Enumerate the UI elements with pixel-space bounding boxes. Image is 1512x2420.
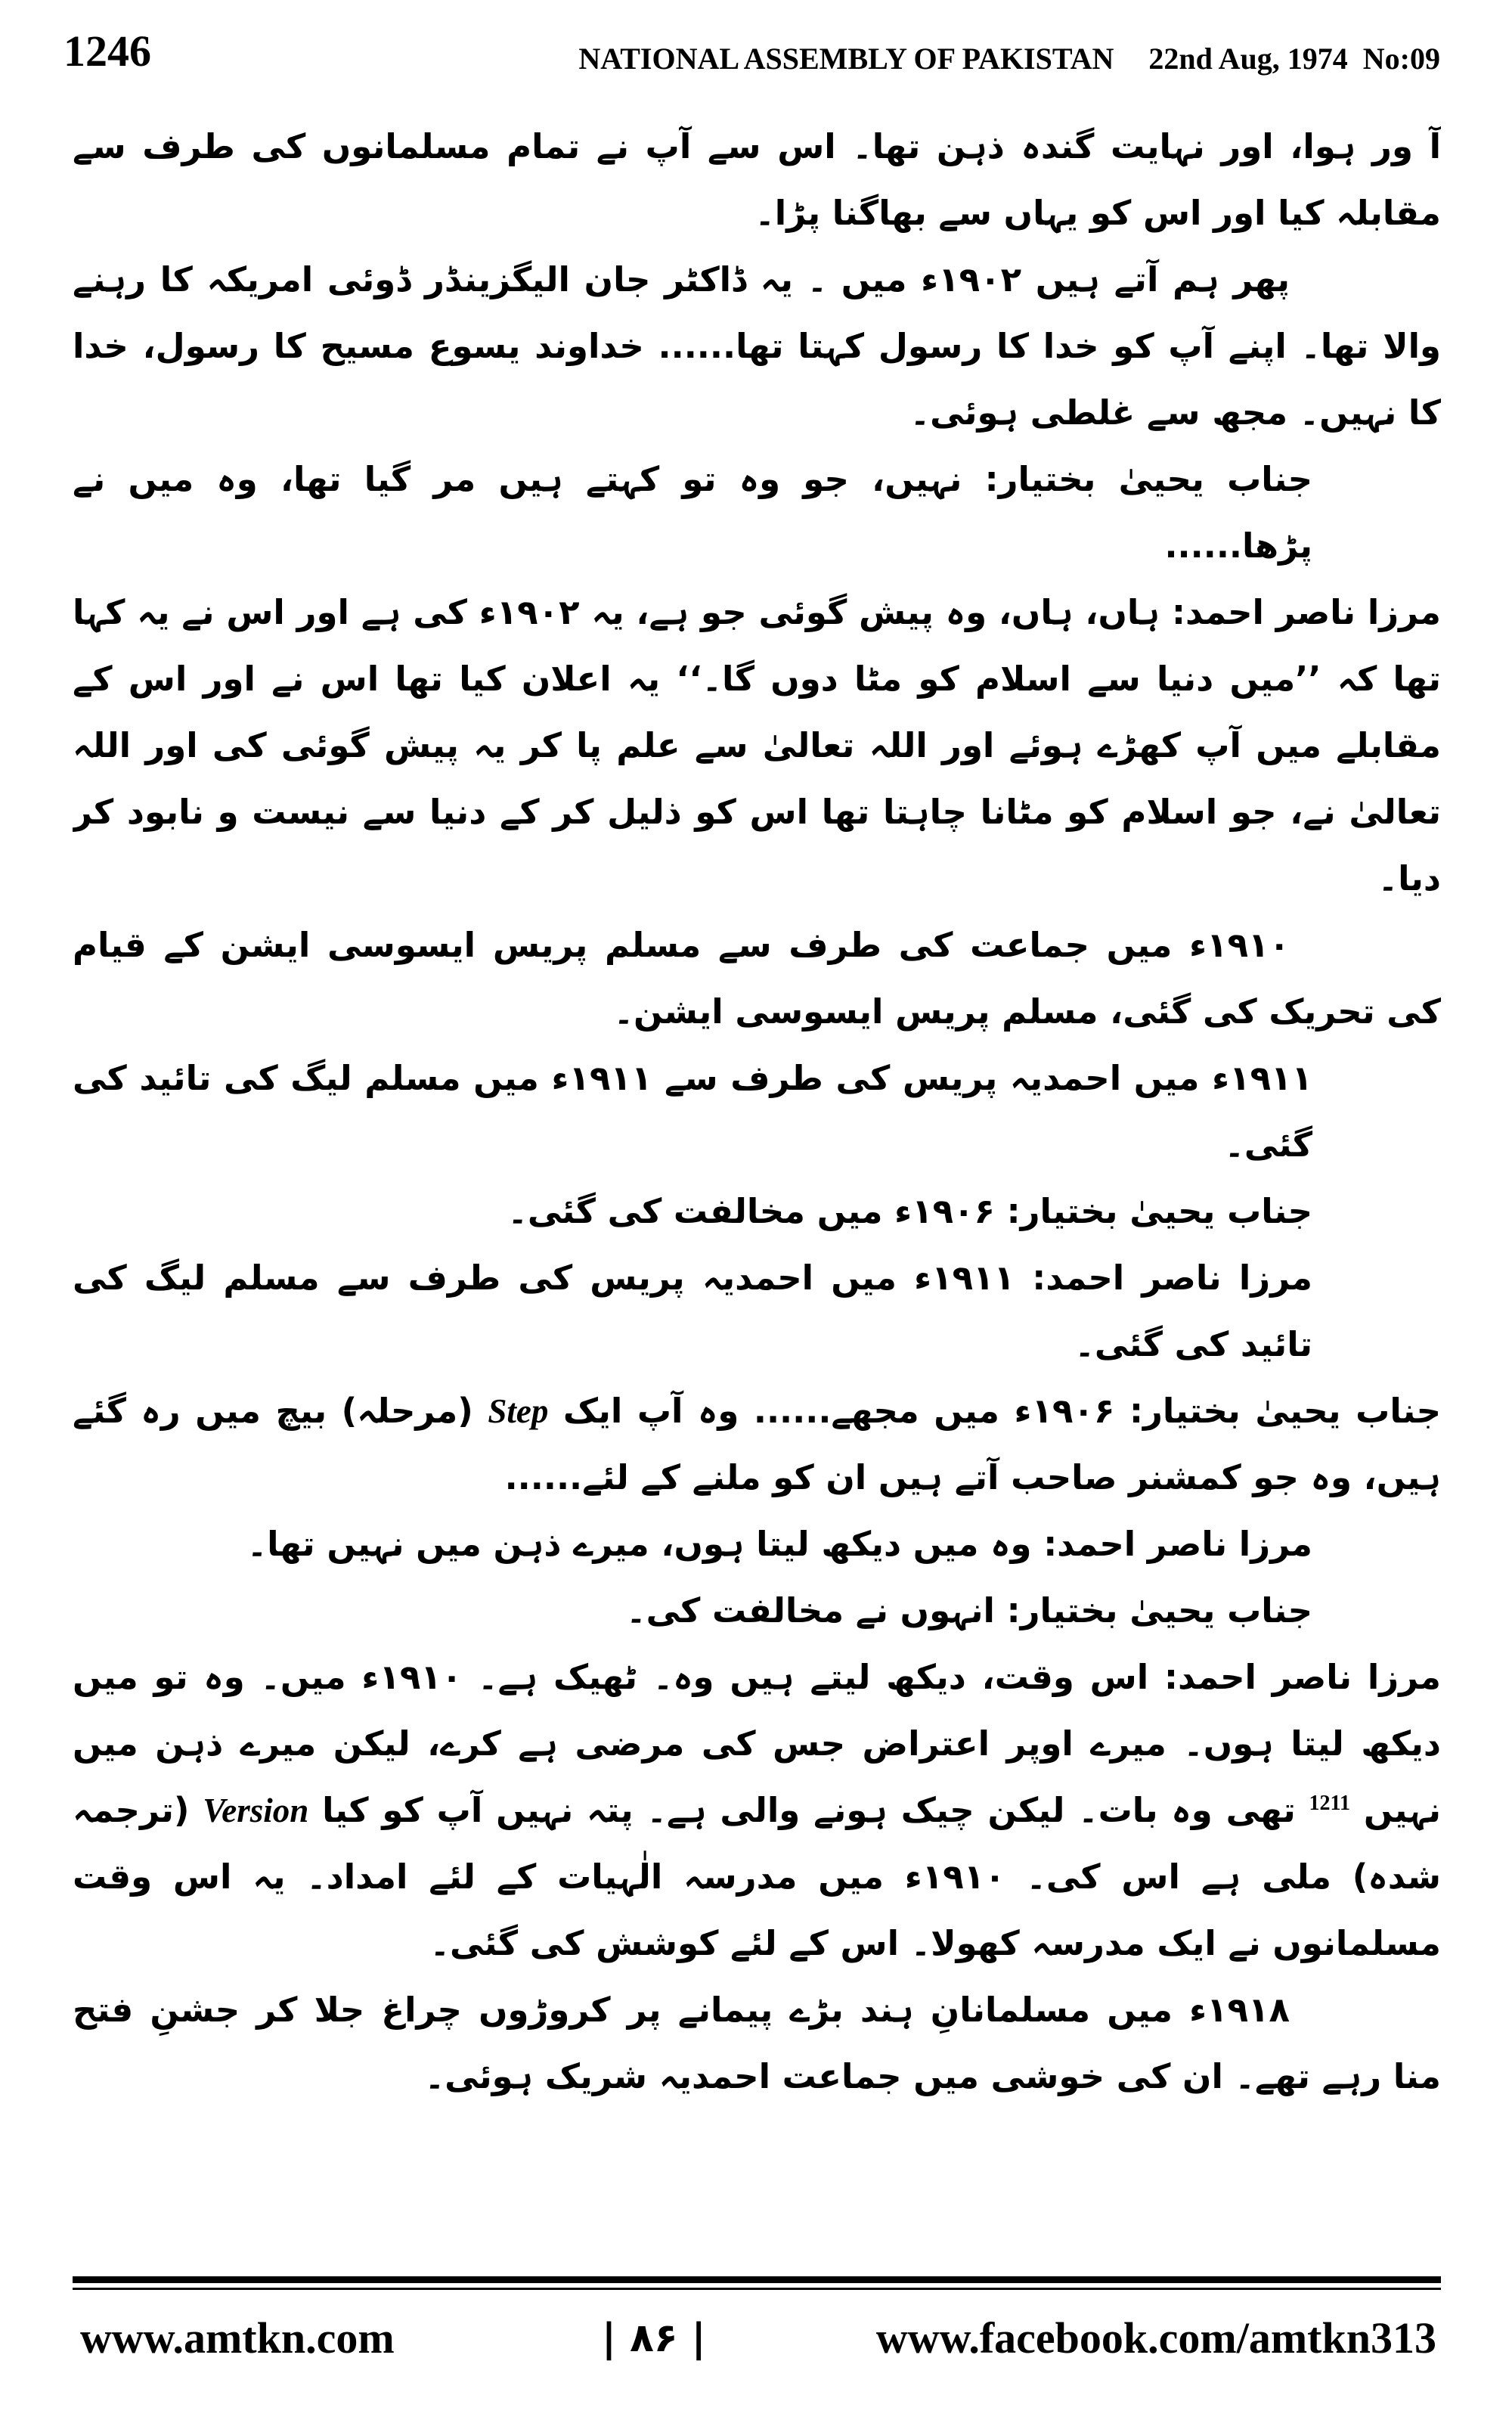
english-term: Version bbox=[203, 1792, 309, 1829]
dialog-text: ۱۹۰۶ء میں مجھے...... وہ آپ ایک bbox=[562, 1391, 1115, 1431]
speaker-name: مرزا ناصر احمد: bbox=[1163, 1657, 1441, 1697]
publication-title: NATIONAL ASSEMBLY OF PAKISTAN bbox=[578, 42, 1114, 76]
speaker-name: جناب یحییٰ بختیار: bbox=[1129, 1391, 1441, 1431]
paragraph-text: ۱۹۱۱ء میں احمدیہ پریس کی طرف سے ۱۹۱۱ء میں مسلم لیگ کی تائید کی گئی۔ bbox=[73, 1058, 1312, 1165]
paragraph bbox=[73, 1045, 1441, 1178]
dialog-text: تھی وہ بات۔ لیکن چیک ہونے والی ہے۔ پتہ نہیں آپ کو کیا bbox=[322, 1790, 1296, 1830]
footer-page-number: | ۸۶ | bbox=[602, 2316, 706, 2361]
speaker-name: مرزا ناصر احمد: bbox=[1032, 1258, 1313, 1298]
session-date: 22nd Aug, 1974 bbox=[1148, 42, 1348, 76]
dialog-line bbox=[73, 1378, 1441, 1511]
paragraph bbox=[73, 247, 1441, 446]
dialog-line bbox=[73, 446, 1441, 579]
footer-divider-thin bbox=[73, 2288, 1441, 2290]
paragraph bbox=[73, 912, 1441, 1045]
dialog-text: ہاں، ہاں، وہ پیش گوئی جو ہے، یہ ۱۹۰۲ء کی ہے اور اس نے یہ کہا تھا کہ ’’میں دنیا سے اسلام کو مٹا دوں گا۔‘‘ یہ اعلان کیا تھا اس نے اور اس کے مقابلے میں آپ کھڑے ہوئے اور اللہ تعالیٰ سے علم پا کر یہ پیش گوئی کی اور اللہ تعالیٰ نے، جو اسلام کو مٹانا چاہتا تھا اس کو ذلیل کر کے دنیا سے نیست و نابود کر دیا۔ bbox=[73, 592, 1441, 898]
speaker-name: جناب یحییٰ بختیار: bbox=[984, 459, 1313, 499]
dialog-line bbox=[73, 1578, 1441, 1644]
dialog-line bbox=[73, 1644, 1441, 1977]
running-head bbox=[578, 41, 1440, 77]
speaker-name: جناب یحییٰ بختیار: bbox=[1006, 1191, 1312, 1231]
dialog-line bbox=[73, 579, 1441, 912]
paragraph bbox=[73, 1977, 1441, 2110]
footnote-marker: 1211 bbox=[1309, 1792, 1351, 1815]
dialog-line bbox=[73, 1511, 1441, 1578]
paragraph-text: آ ور ہوا، اور نہایت گندہ ذہن تھا۔ اس سے آپ نے تمام مسلمانوں کی طرف سے مقابلہ کیا اور اس کو یہاں سے بھاگنا پڑا۔ bbox=[73, 126, 1441, 233]
dialog-text: (مرحلہ) بیچ میں رہ گئے ہیں، وہ جو کمشنر صاحب آتے ہیں ان کو ملنے کے لئے...... bbox=[73, 1391, 1441, 1497]
facebook-link[interactable]: www.facebook.com/amtkn313 bbox=[875, 2313, 1436, 2363]
dialog-line bbox=[73, 1245, 1441, 1378]
dialog-text: انہوں نے مخالفت کی۔ bbox=[626, 1590, 995, 1630]
dialog-text: اس وقت، دیکھ لیتے ہیں وہ۔ ٹھیک ہے۔ ۱۹۱۰ء میں۔ وہ تو میں دیکھ لیتا ہوں۔ میرے اوپر اعتراض جس کی مرضی ہے کرے، لیکن میرے ذہن میں نہیں bbox=[73, 1657, 1441, 1830]
website-link[interactable]: www.amtkn.com bbox=[80, 2313, 395, 2363]
dialog-text: ۱۹۱۱ء میں احمدیہ پریس کی طرف سے مسلم لیگ کی تائید کی گئی۔ bbox=[73, 1258, 1312, 1364]
dialog-text: وہ میں دیکھ لیتا ہوں، میرے ذہن میں نہیں تھا۔ bbox=[246, 1524, 1032, 1564]
issue-number: No:09 bbox=[1362, 42, 1440, 76]
paragraph-text: پھر ہم آتے ہیں ۱۹۰۲ء میں ۔ یہ ڈاکٹر جان الیگزینڈر ڈوئی امریکہ کا رہنے والا تھا۔ اپنے آپ کو خدا کا رسول کہتا تھا...... خداوند یسوع مسیح کا رسول، خدا کا نہیں۔ مجھ سے غلطی ہوئی۔ bbox=[73, 259, 1441, 433]
speaker-name: مرزا ناصر احمد: bbox=[1171, 592, 1441, 632]
paragraph bbox=[73, 113, 1441, 247]
footer-divider bbox=[73, 2276, 1441, 2283]
dialog-text: (ترجمہ شدہ) ملی ہے اس کی۔ ۱۹۱۰ء میں مدرسہ الٰہیات کے لئے امداد۔ یہ اس وقت مسلمانوں نے ایک مدرسہ کھولا۔ اس کے لئے کوشش کی گئی۔ bbox=[73, 1790, 1441, 1963]
paragraph-text: ۱۹۱۸ء میں مسلمانانِ ہند بڑے پیمانے پر کروڑوں چراغ جلا کر جشنِ فتح منا رہے تھے۔ ان کی خوشی میں جماعت احمدیہ شریک ہوئی۔ bbox=[73, 1990, 1441, 2096]
dialog-text: نہیں، جو وہ تو کہتے ہیں مر گیا تھا، وہ میں نے پڑھا...... bbox=[73, 459, 1312, 566]
page-number: 1246 bbox=[64, 26, 151, 76]
english-term: Step bbox=[488, 1392, 549, 1430]
dialog-text: ۱۹۰۶ء میں مخالفت کی گئی۔ bbox=[507, 1191, 995, 1231]
speaker-name: مرزا ناصر احمد: bbox=[1043, 1524, 1312, 1564]
paragraph-text: ۱۹۱۰ء میں جماعت کی طرف سے مسلم پریس ایسوسی ایشن کے قیام کی تحریک کی گئی، مسلم پریس ایسوسی ایشن۔ bbox=[73, 925, 1441, 1032]
page-header bbox=[0, 0, 1512, 83]
speaker-name: جناب یحییٰ بختیار: bbox=[1006, 1590, 1312, 1630]
transcript-body bbox=[73, 113, 1441, 2231]
page-footer bbox=[73, 2308, 1441, 2369]
dialog-line bbox=[73, 1178, 1441, 1245]
